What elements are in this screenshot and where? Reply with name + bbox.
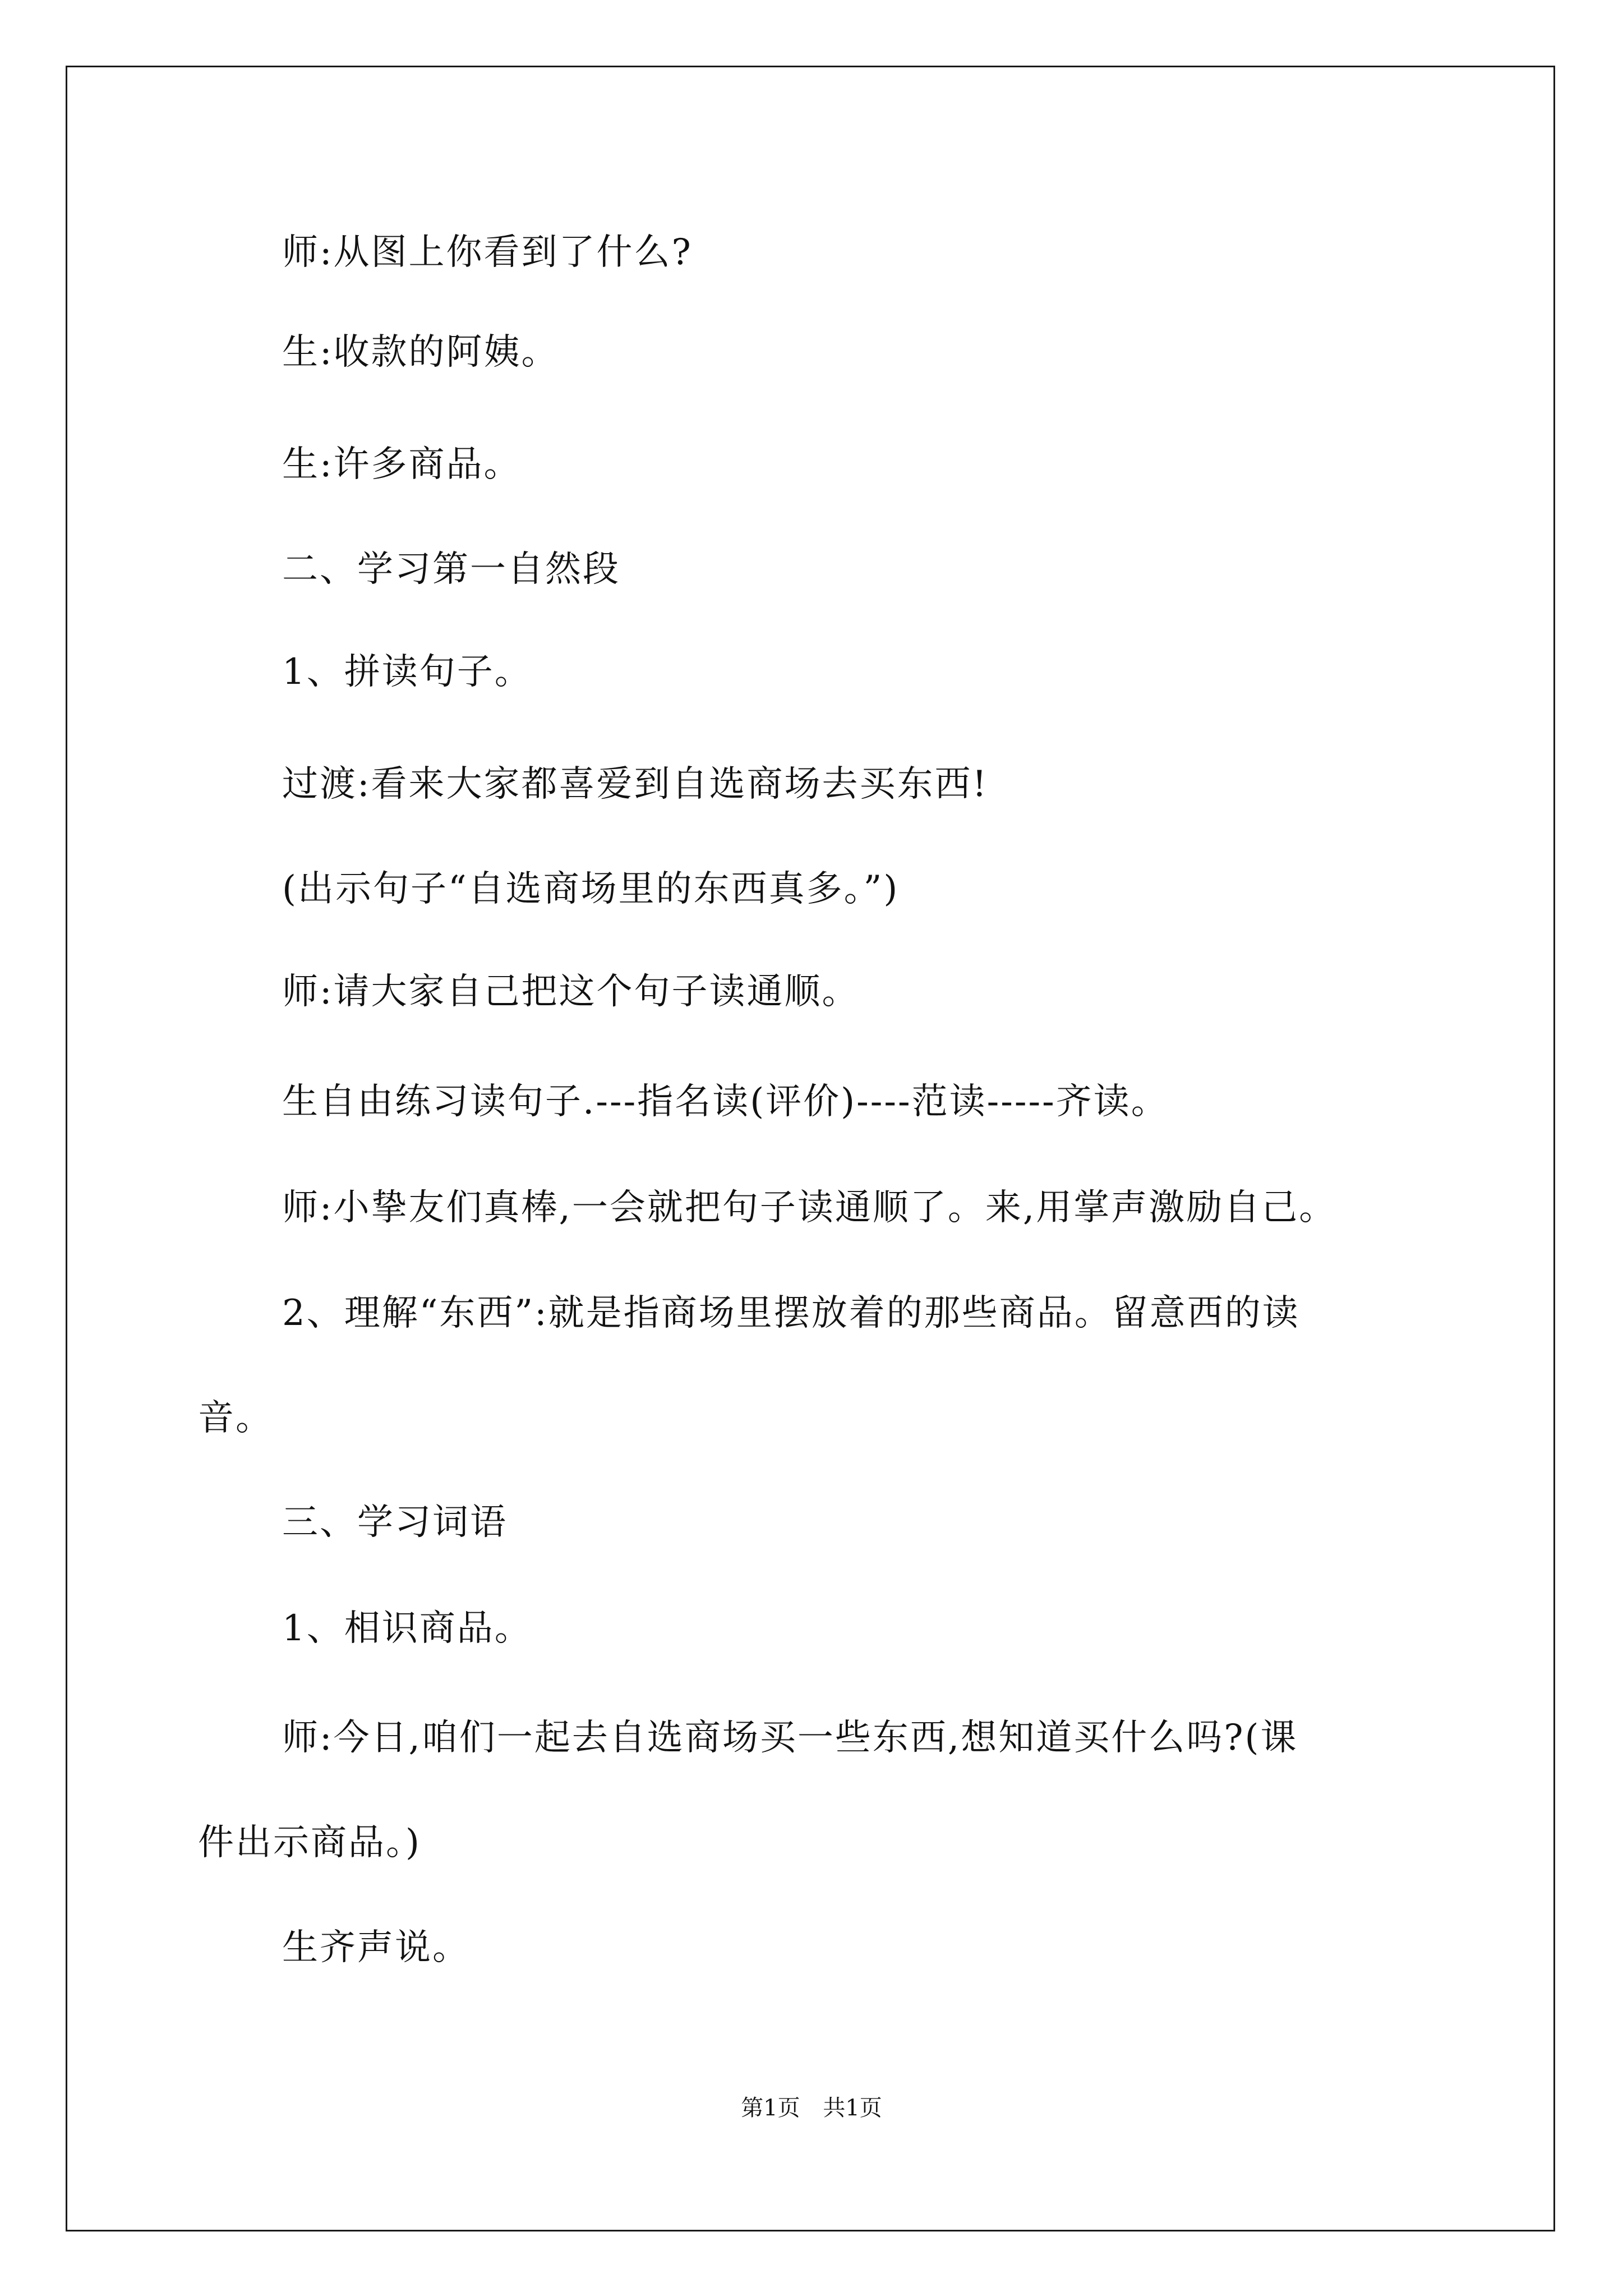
paragraph-line: 生:许多商品。 — [282, 444, 522, 485]
paragraph-line: 2、理解“东西”:就是指商场里摆放着的那些商品。留意西的读 — [282, 1292, 1300, 1334]
page-footer — [0, 2092, 1623, 2124]
paragraph-line: 生齐声说。 — [282, 1927, 470, 1968]
paragraph-line: 过渡:看来大家都喜爱到自选商场去买东西! — [282, 763, 989, 805]
paragraph-line: 师:请大家自己把这个句子读通顺。 — [282, 971, 860, 1013]
page-total: 共1页 — [823, 2095, 882, 2121]
section-heading: 二、学习第一自然段 — [282, 549, 620, 590]
paragraph-line: 生:收款的阿姨。 — [282, 332, 559, 373]
paragraph-line: 师:今日,咱们一起去自选商场买一些东西,想知道买什么吗?(课 — [282, 1717, 1298, 1759]
page-border — [66, 66, 1555, 2231]
section-heading: 三、学习词语 — [282, 1502, 508, 1543]
page-number: 第1页 — [741, 2095, 800, 2121]
paragraph-line: 生自由练习读句子.---指名读(评价)----范读-----齐读。 — [282, 1081, 1169, 1122]
paragraph-line: 1、相识商品。 — [282, 1608, 532, 1649]
paragraph-line: 师:小挚友们真棒,一会就把句子读通顺了。来,用掌声激励自己。 — [282, 1187, 1337, 1228]
paragraph-line: (出示句子“自选商场里的东西真多。”) — [282, 868, 900, 910]
paragraph-line: 音。 — [198, 1397, 273, 1439]
paragraph-line: 师:从图上你看到了什么? — [282, 232, 693, 273]
paragraph-line: 1、拼读句子。 — [282, 651, 532, 693]
paragraph-line: 件出示商品。) — [198, 1822, 421, 1864]
